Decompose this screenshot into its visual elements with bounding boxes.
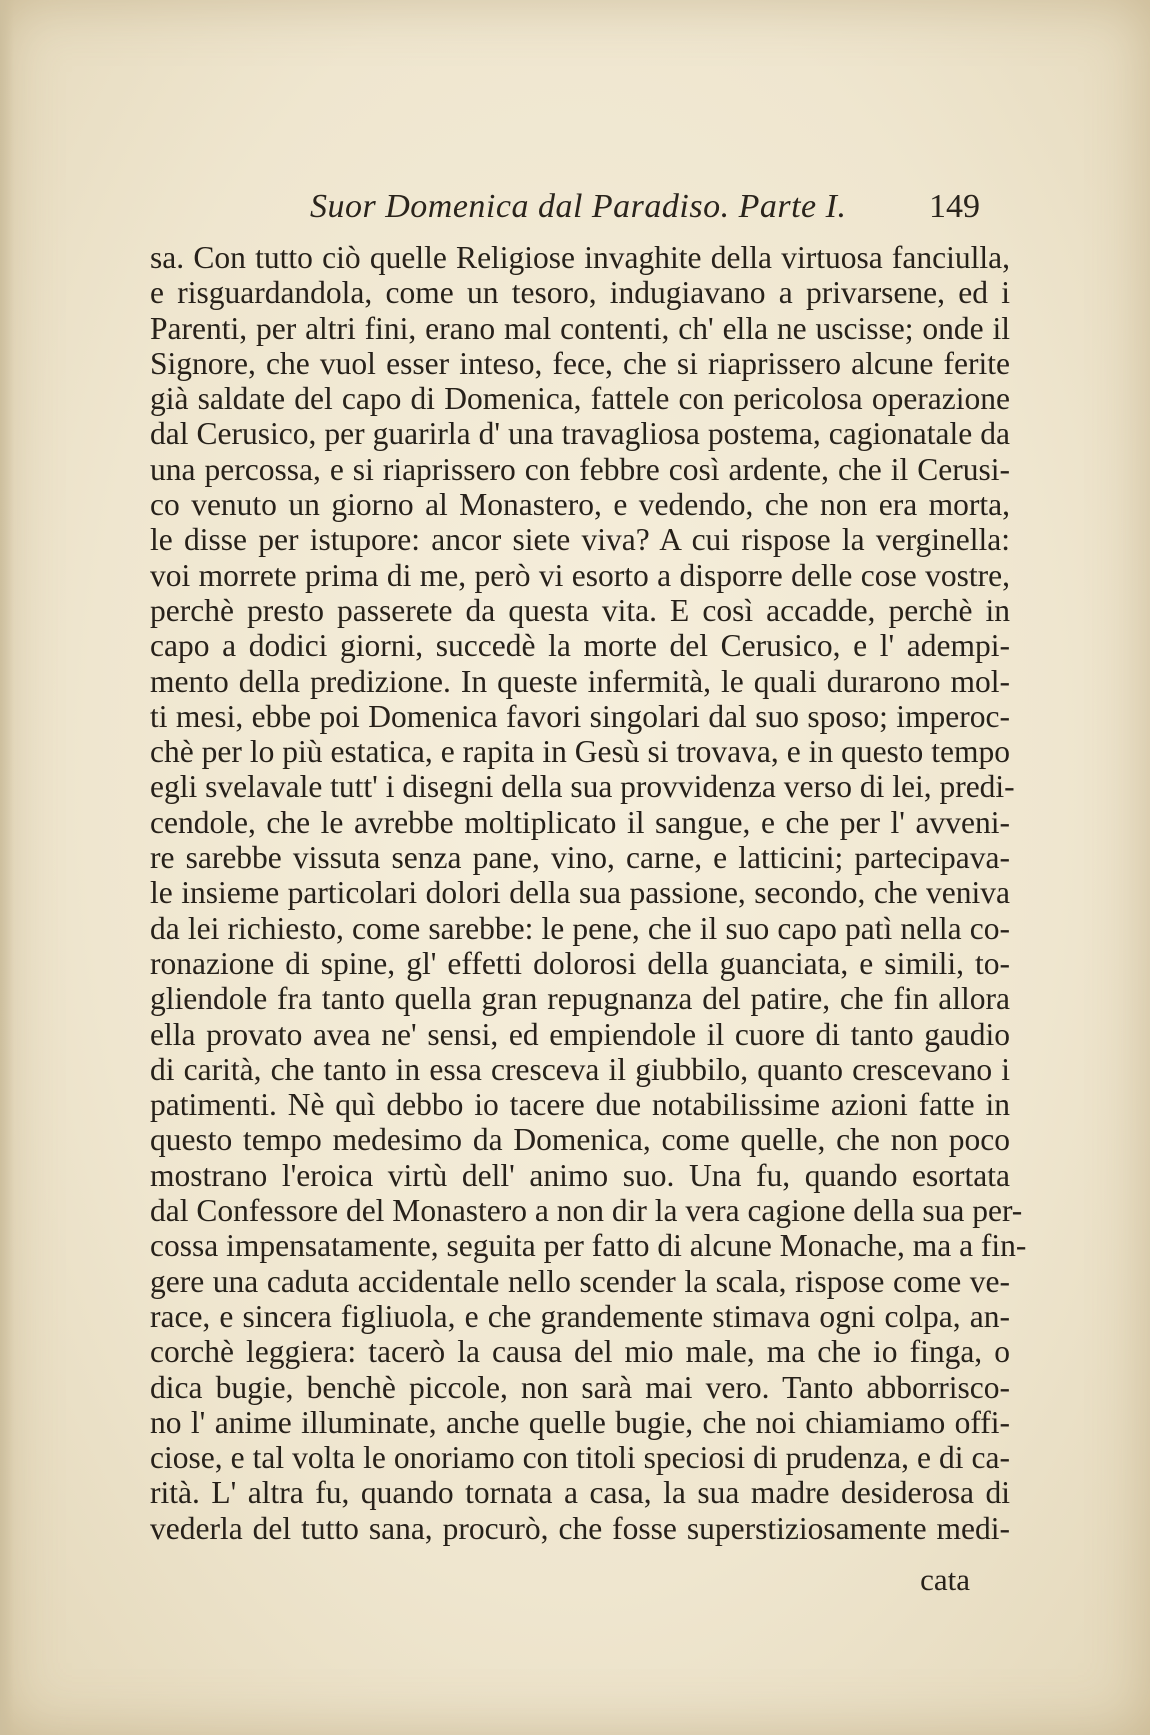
text-line: capo a dodici giorni, succedè la morte del Cerusico, e l' adempi- xyxy=(150,628,1010,664)
text-line: ella provato avea ne' sensi, ed empiendole il cuore di tanto gaudio xyxy=(150,1016,1010,1052)
text-line: da lei richiesto, come sarebbe: le pene, che il suo capo patì nella co- xyxy=(150,910,1010,946)
body-text xyxy=(150,240,1027,1546)
text-line: gliendole fra tanto quella gran repugnanza del patire, che fin allora xyxy=(150,981,1010,1017)
text-line: co venuto un giorno al Monastero, e vedendo, che non era morta, xyxy=(150,487,1010,523)
text-line: chè per lo più estatica, e rapita in Gesù si trovava, e in questo tempo xyxy=(150,734,1010,770)
text-line: una percossa, e si riaprissero con febbre così ardente, che il Cerusi- xyxy=(150,451,1010,487)
text-line: dal Cerusico, per guarirla d' una travagliosa postema, cagionatale da xyxy=(150,416,1010,452)
text-line: re sarebbe vissuta senza pane, vino, carne, e latticini; partecipava- xyxy=(150,840,1010,876)
text-line: cendole, che le avrebbe moltiplicato il sangue, e che per l' avveni- xyxy=(150,804,1010,840)
page-edge-shadow xyxy=(0,0,14,1735)
text-line: di carità, che tanto in essa cresceva il giubbilo, quanto crescevano i xyxy=(150,1051,1010,1087)
text-line: Parenti, per altri fini, erano mal contenti, ch' ella ne uscisse; onde il xyxy=(150,310,1010,346)
catchword: cata xyxy=(920,1562,970,1597)
text-line: Signore, che vuol esser inteso, fece, che si riaprissero alcune ferite xyxy=(150,345,1010,381)
text-line: egli svelavale tutt' i disegni della sua provvidenza verso di lei, predi- xyxy=(150,769,1015,805)
text-line: rità. L' altra fu, quando tornata a casa, la sua madre desiderosa di xyxy=(150,1475,1010,1511)
text-line: le insieme particolari dolori della sua passione, secondo, che veniva xyxy=(150,875,1010,911)
text-line: ciose, e tal volta le onoriamo con titoli speciosi di prudenza, e di ca- xyxy=(150,1440,1010,1476)
text-line: mento della predizione. In queste infermità, le quali durarono mol- xyxy=(150,663,1010,699)
text-line: corchè leggiera: tacerò la causa del mio male, ma che io finga, o xyxy=(150,1334,1010,1370)
text-line: perchè presto passerete da questa vita. E così accadde, perchè in xyxy=(150,592,1010,628)
text-line: patimenti. Nè quì debbo io tacere due notabilissime azioni fatte in xyxy=(150,1087,1010,1123)
text-line: gere una caduta accidentale nello scender la scala, rispose come ve- xyxy=(150,1263,1010,1299)
running-title: Suor Domenica dal Paradiso. Parte I. xyxy=(310,188,847,225)
text-line: dal Confessore del Monastero a non dir la vera cagione della sua per- xyxy=(150,1193,1023,1229)
text-line: dica bugie, benchè piccole, non sarà mai vero. Tanto abborrisco- xyxy=(150,1369,1010,1405)
text-line: voi morrete prima di me, però vi esorto a disporre delle cose vostre, xyxy=(150,557,1010,593)
text-line: e risguardandola, come un tesoro, indugiavano a privarsene, ed i xyxy=(150,275,1010,311)
text-line: già saldate del capo di Domenica, fattele con pericolosa operazione xyxy=(150,381,1010,417)
page-number: 149 xyxy=(929,188,980,225)
text-line: sa. Con tutto ciò quelle Religiose invaghite della virtuosa fanciulla, xyxy=(150,240,1010,275)
text-line: vederla del tutto sana, procurò, che fosse superstiziosamente medi- xyxy=(150,1510,1010,1546)
text-line: no l' anime illuminate, anche quelle bugie, che noi chiamiamo offi- xyxy=(150,1404,1010,1440)
text-line: cossa impensatamente, seguita per fatto di alcune Monache, ma a fin- xyxy=(150,1228,1027,1264)
text-line: race, e sincera figliuola, e che grandemente stimava ogni colpa, an- xyxy=(150,1298,1010,1334)
text-line: mostrano l'eroica virtù dell' animo suo. Una fu, quando esortata xyxy=(150,1157,1010,1193)
text-line: le disse per istupore: ancor siete viva? A cui rispose la verginella: xyxy=(150,522,1010,558)
text-line: ti mesi, ebbe poi Domenica favori singolari dal suo sposo; imperoc- xyxy=(150,698,1010,734)
text-line: questo tempo medesimo da Domenica, come quelle, che non poco xyxy=(150,1122,1010,1158)
text-line: ronazione di spine, gl' effetti dolorosi della guanciata, e simili, to- xyxy=(150,945,1010,981)
